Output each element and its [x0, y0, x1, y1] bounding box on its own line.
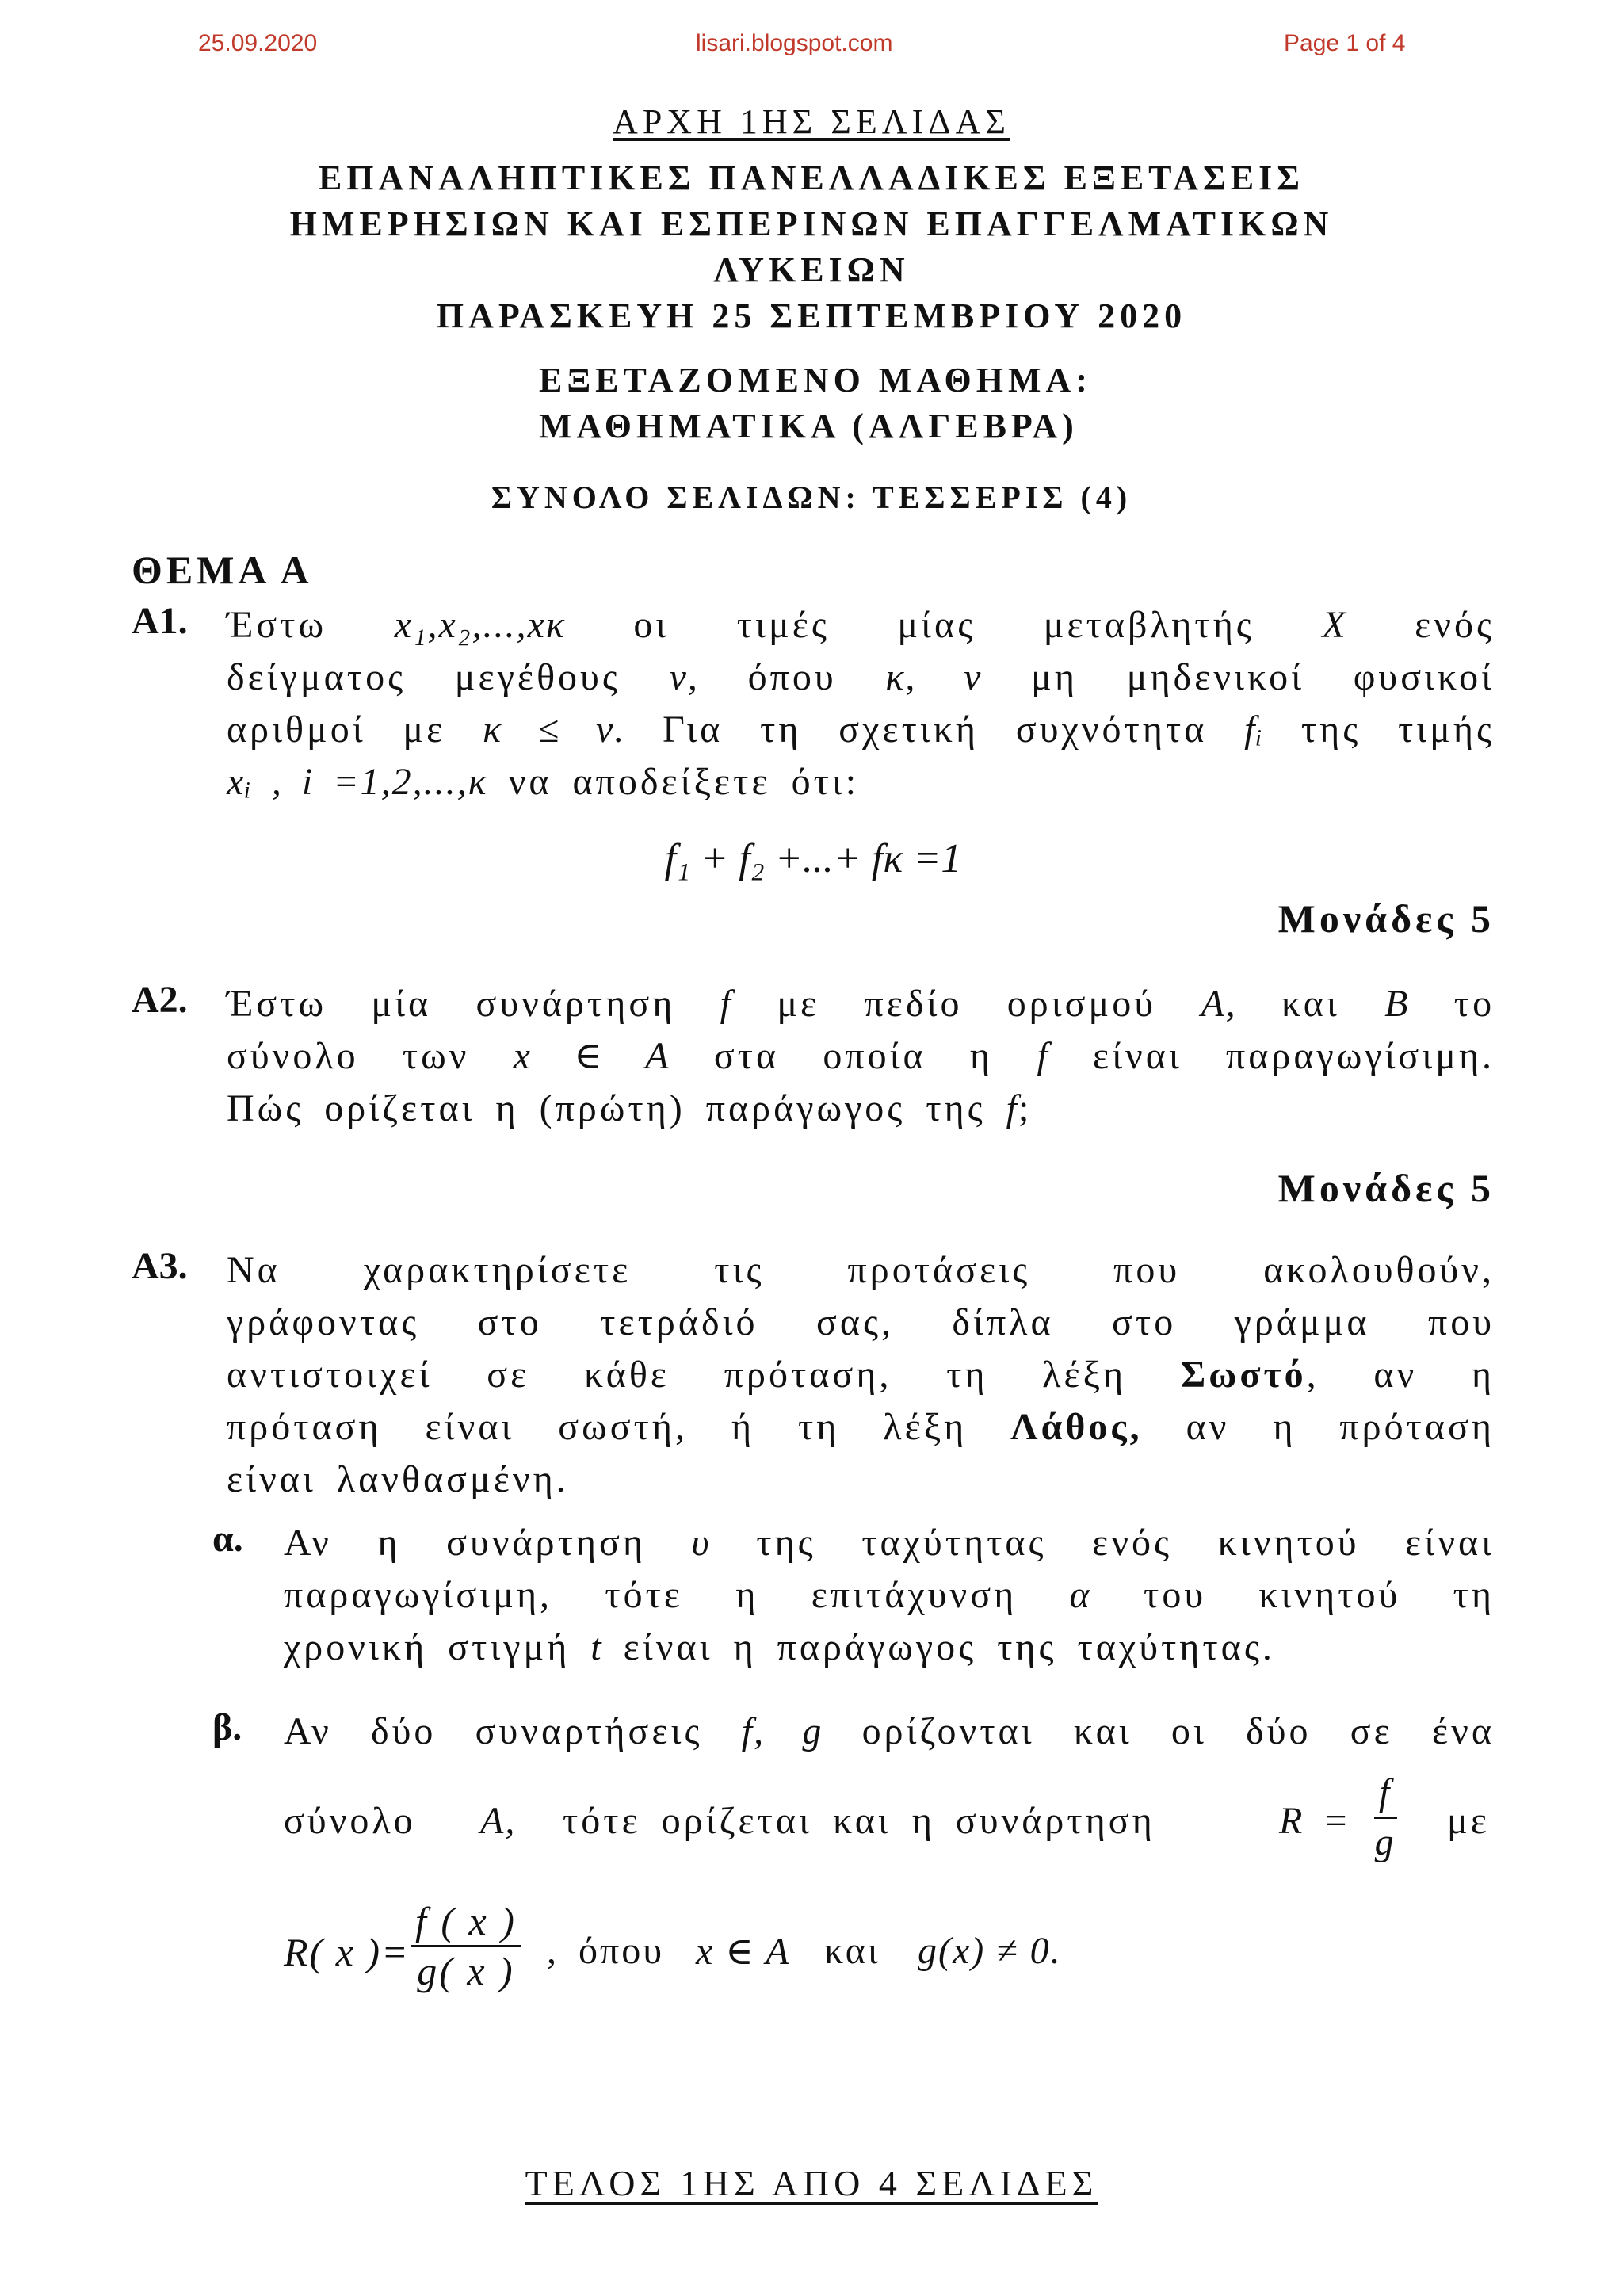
text-line: χρονική στιγμή t είναι η παράγωγος της ταχύτητας. — [284, 1626, 1275, 1668]
subject-label: ΕΞΕΤΑΖΟΜΕΝΟ ΜΑΘΗΜΑ: — [539, 361, 1092, 399]
marks-a1: Μονάδες 5 — [1277, 896, 1495, 941]
text-line: Αν δύο συναρτήσεις f, g ορίζονται και οι δύο σε ένα — [284, 1710, 1495, 1752]
exam-date: ΠΑΡΑΣΚΕΥΗ 25 ΣΕΠΤΕΜΒΡΙΟΥ 2020 — [436, 296, 1187, 335]
statement-label: α. — [212, 1518, 243, 1560]
text-line: Αν η συνάρτηση υ της ταχύτητας ενός κινητού είναι — [284, 1522, 1495, 1564]
question-number: Α2. — [132, 979, 188, 1021]
header-page-number: Page 1 of 4 — [1284, 30, 1406, 56]
text-line: δείγματος μεγέθους ν, όπου κ, ν μη μηδενικοί φυσικοί — [227, 656, 1495, 698]
statement-body — [284, 1517, 1495, 1674]
text-line: παραγωγίσιμη, τότε η επιτάχυνση α του κινητού τη — [284, 1574, 1495, 1616]
text-line: πρόταση είναι σωστή, ή τη λέξη Λάθος, αν η πρόταση — [227, 1406, 1495, 1448]
fraction-fx-over-gx: $\frac{f ( x )}{g( x )}$ — [411, 1897, 521, 1995]
exam-title-line-1: ΕΠΑΝΑΛΗΠΤΙΚΕΣ ΠΑΝΕΛΛΑΔΙΚΕΣ ΕΞΕΤΑΣΕΙΣ — [318, 159, 1305, 197]
formula-line: R( x )= $\frac{f ( x )}{g( x )}$ , όπου x ∈ A και g(x) ≠ 0. — [284, 1899, 1062, 1993]
text-line: σύνολο των x ∈ A στα οποία η f είναι παραγωγίσιμη. — [227, 1035, 1495, 1077]
sum-formula: f₁ + f₂ +...+ fκ =1 — [664, 836, 962, 881]
fraction-line: σύνολο A, τότε ορίζεται και η συνάρτηση R = $\frac{f}{g}$ με — [284, 1772, 1495, 1875]
subject-name: ΜΑΘΗΜΑΤΙΚΑ (ΑΛΓΕΒΡΑ) — [539, 407, 1079, 445]
pdf-header-bar — [0, 30, 1623, 62]
exam-title-line-3: ΛΥΚΕΙΩΝ — [713, 250, 910, 289]
question-body — [227, 978, 1495, 1135]
question-number: Α3. — [132, 1245, 188, 1287]
text-line: γράφοντας στο τετράδιό σας, δίπλα στο γράμμα που — [227, 1301, 1495, 1343]
statement-label: β. — [212, 1706, 242, 1748]
fraction-f-over-g: $\frac{f}{g}$ — [1374, 1769, 1397, 1866]
header-date: 25.09.2020 — [198, 30, 318, 56]
text-line: αντιστοιχεί σε κάθε πρόταση, τη λέξη Σωστό, αν η — [227, 1354, 1495, 1396]
text-line: αριθμοί με κ ≤ ν. Για τη σχετική συχνότητα fᵢ της τιμής — [227, 709, 1495, 751]
text-line: Πώς ορίζεται η (πρώτη) παράγωγος της f; — [227, 1087, 1033, 1129]
text-line: είναι λανθασμένη. — [227, 1458, 569, 1500]
exam-title-line-2: ΗΜΕΡΗΣΙΩΝ ΚΑΙ ΕΣΠΕΡΙΝΩΝ ΕΠΑΓΓΕΛΜΑΤΙΚΩΝ — [289, 204, 1334, 243]
marks-a2: Μονάδες 5 — [1277, 1166, 1495, 1210]
question-number: Α1. — [132, 600, 188, 642]
statement-body — [284, 1706, 1495, 1758]
question-body — [227, 599, 1495, 808]
text-line: Έστω x₁,x₂,...,xκ οι τιμές μίας μεταβλητής X ενός — [227, 604, 1495, 646]
text-line: Να χαρακτηρίσετε τις προτάσεις που ακολουθούν, — [227, 1249, 1495, 1291]
text-line: Έστω μία συνάρτηση f με πεδίο ορισμού A, και B το — [227, 983, 1495, 1025]
topic-heading: ΘΕΜΑ Α — [132, 548, 313, 592]
header-site: lisari.blogspot.com — [696, 30, 893, 56]
page-start-title: ΑΡΧΗ 1ΗΣ ΣΕΛΙΔΑΣ — [613, 102, 1010, 141]
question-body — [227, 1244, 1495, 1506]
total-pages: ΣΥΝΟΛΟ ΣΕΛΙΔΩΝ: ΤΕΣΣΕΡΙΣ (4) — [491, 479, 1132, 515]
text-line: xᵢ , i =1,2,...,κ να αποδείξετε ότι: — [227, 761, 860, 803]
page-end-title: ΤΕΛΟΣ 1ΗΣ ΑΠΟ 4 ΣΕΛΙΔΕΣ — [525, 2163, 1098, 2203]
